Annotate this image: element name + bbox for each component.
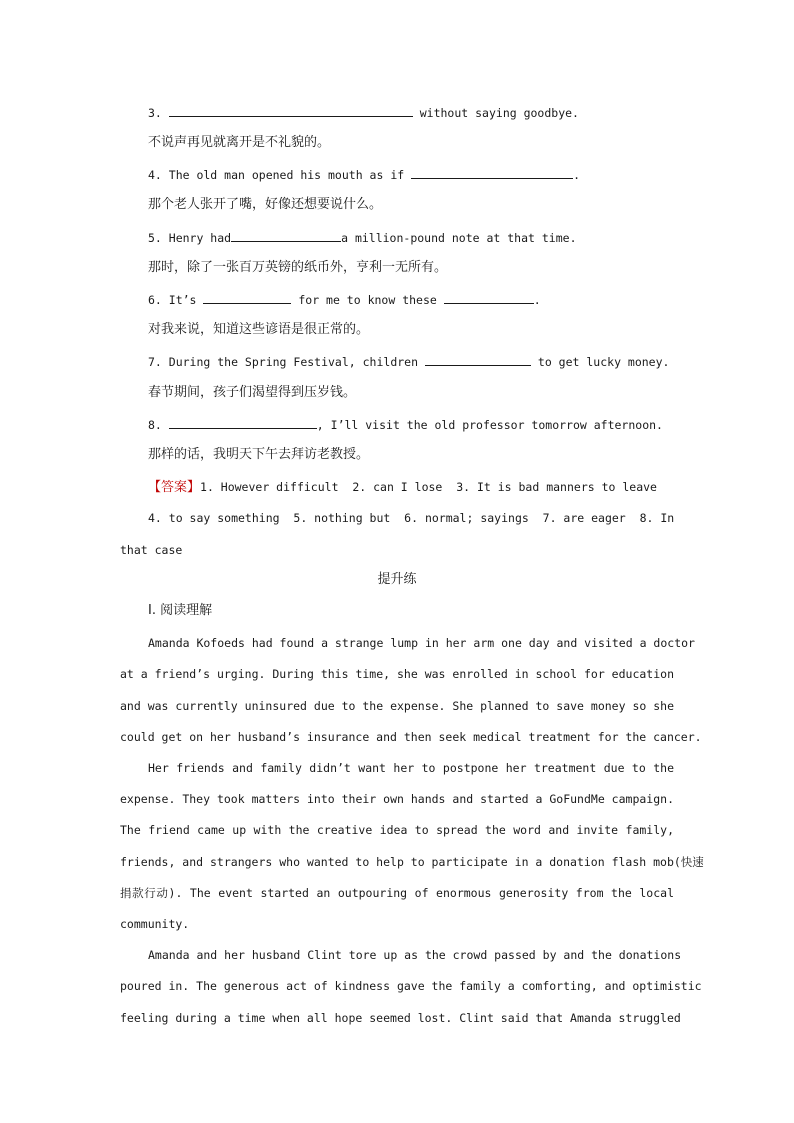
item-3-line bbox=[148, 105, 579, 121]
sentence-text: 4. The old man opened his mouth as if bbox=[148, 168, 405, 182]
item-number: 3. bbox=[148, 106, 162, 120]
sentence-text: 5. Henry had bbox=[148, 231, 232, 245]
passage-line: The friend came up with the creative idea to spread the word and invite family, bbox=[120, 823, 674, 837]
passage-line: expense. They took matters into their own hands and started a GoFundMe campaign. bbox=[120, 792, 674, 806]
item-6-line bbox=[148, 292, 541, 308]
item-7-translation: 春节期间，孩子们渴望得到压岁钱。 bbox=[148, 385, 357, 400]
answer-blank[interactable] bbox=[169, 418, 317, 429]
item-5-line bbox=[148, 230, 577, 246]
passage-line: and was currently uninsured due to the expense. She planned to save money so she bbox=[120, 699, 674, 713]
item-4-translation: 那个老人张开了嘴，好像还想要说什么。 bbox=[148, 197, 383, 212]
answer-blank[interactable] bbox=[203, 293, 291, 304]
sentence-text: 6. It’s bbox=[148, 293, 197, 307]
answer-blank[interactable] bbox=[444, 293, 534, 304]
answer-line-3: that case bbox=[120, 543, 183, 557]
part-heading: Ⅰ. 阅读理解 bbox=[148, 603, 213, 618]
item-3-translation: 不说声再见就离开是不礼貌的。 bbox=[148, 135, 331, 150]
sentence-text: for me to know these bbox=[298, 293, 437, 307]
passage-line: 捐款行动). The event started an outpouring of enormous generosity from the local bbox=[120, 886, 674, 900]
sentence-text: . bbox=[533, 293, 541, 307]
sentence-text: to get lucky money. bbox=[537, 355, 670, 369]
answer-text: 1. However difficult 2. can I lose 3. It is bad manners to leave bbox=[200, 480, 657, 494]
passage-line: feeling during a time when all hope seemed lost. Clint said that Amanda struggled bbox=[120, 1011, 681, 1025]
answer-line-2: 4. to say something 5. nothing but 6. normal; sayings 7. are eager 8. In bbox=[148, 511, 675, 525]
answer-blank[interactable] bbox=[425, 355, 531, 366]
item-8-translation: 那样的话，我明天下午去拜访老教授。 bbox=[148, 447, 370, 462]
item-number: 8. bbox=[148, 418, 162, 432]
sentence-text: . bbox=[573, 168, 581, 182]
passage-line: community. bbox=[120, 917, 190, 931]
item-5-translation: 那时，除了一张百万英镑的纸币外，亨利一无所有。 bbox=[148, 260, 448, 275]
item-7-line bbox=[148, 354, 669, 370]
answer-blank[interactable] bbox=[411, 168, 573, 179]
passage-line: could get on her husband’s insurance and then seek medical treatment for the cancer. bbox=[120, 730, 702, 744]
answer-blank[interactable] bbox=[169, 106, 413, 117]
passage-line: friends, and strangers who wanted to help to participate in a donation flash mob(快速 bbox=[120, 855, 704, 869]
item-4-line bbox=[148, 167, 580, 183]
sentence-text: , I’ll visit the old professor tomorrow afternoon. bbox=[316, 418, 663, 432]
section-title: 提升练 bbox=[377, 572, 417, 587]
item-8-line bbox=[148, 417, 663, 433]
passage-line: Her friends and family didn’t want her to postpone her treatment due to the bbox=[148, 761, 674, 775]
passage-line: Amanda and her husband Clint tore up as the crowd passed by and the donations bbox=[148, 948, 682, 962]
passage-line: at a friend’s urging. During this time, she was enrolled in school for education bbox=[120, 667, 674, 681]
answer-line-1 bbox=[148, 479, 657, 496]
sentence-text: 7. During the Spring Festival, children bbox=[148, 355, 419, 369]
answer-blank[interactable] bbox=[231, 231, 341, 242]
answer-tag: 【答案】 bbox=[148, 480, 201, 495]
sentence-text: without saying goodbye. bbox=[419, 106, 579, 120]
item-6-translation: 对我来说，知道这些谚语是很正常的。 bbox=[148, 322, 370, 337]
passage-line: Amanda Kofoeds had found a strange lump in her arm one day and visited a doctor bbox=[148, 636, 695, 650]
passage-line: poured in. The generous act of kindness gave the family a comforting, and optimistic bbox=[120, 979, 702, 993]
sentence-text: a million-pound note at that time. bbox=[341, 231, 577, 245]
